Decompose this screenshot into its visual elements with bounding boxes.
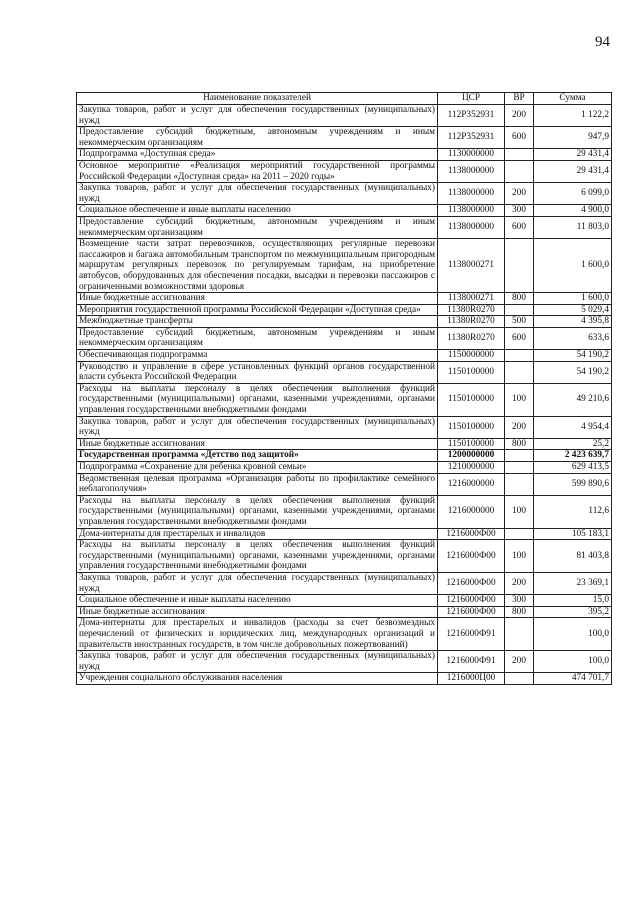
row-vr — [505, 473, 534, 495]
row-name: Государственная программа «Детство под защитой» — [77, 450, 438, 462]
row-csr: 112P352931 — [438, 105, 505, 127]
row-sum: 629 413,5 — [534, 462, 612, 474]
row-vr: 600 — [505, 216, 534, 238]
row-csr: 112P352931 — [438, 127, 505, 149]
table-row — [77, 105, 612, 127]
row-name: Расходы на выплаты персоналу в целях обеспечения выполнения функций государственными (муниципальными) органами, казенными учреждениями, органами управления государственными внебюджетными фондами — [77, 540, 438, 573]
row-csr: 1138000000 — [438, 160, 505, 182]
row-vr — [505, 149, 534, 161]
row-csr: 1130000000 — [438, 149, 505, 161]
table-row — [77, 205, 612, 217]
row-sum: 1 600,0 — [534, 239, 612, 293]
row-csr: 1150100000 — [438, 383, 505, 416]
row-sum: 15,0 — [534, 595, 612, 607]
table-row — [77, 293, 612, 305]
row-vr — [505, 350, 534, 362]
row-vr — [505, 239, 534, 293]
row-name: Расходы на выплаты персоналу в целях обеспечения выполнения функций государственными (муниципальными) органами, казенными учреждениями, органами управления государственными внебюджетными фондами — [77, 495, 438, 528]
table-header-row — [77, 93, 612, 105]
budget-table — [76, 92, 612, 685]
row-name: Предоставление субсидий бюджетным, автономным учреждениям и иным некоммерческим организациям — [77, 216, 438, 238]
table-row — [77, 673, 612, 685]
row-csr: 1216000Ф91 — [438, 618, 505, 651]
row-vr: 100 — [505, 495, 534, 528]
row-sum: 112,6 — [534, 495, 612, 528]
table-row — [77, 239, 612, 293]
header-name: Наименование показателей — [77, 93, 438, 105]
table-row — [77, 216, 612, 238]
table-row — [77, 473, 612, 495]
row-sum: 49 210,6 — [534, 383, 612, 416]
row-sum: 29 431,4 — [534, 160, 612, 182]
table-row — [77, 316, 612, 328]
row-vr: 500 — [505, 316, 534, 328]
table-row — [77, 595, 612, 607]
table-row — [77, 438, 612, 450]
row-name: Иные бюджетные ассигнования — [77, 438, 438, 450]
row-name: Предоставление субсидий бюджетным, автономным учреждениям и иным некоммерческим организациям — [77, 127, 438, 149]
row-sum: 100,0 — [534, 651, 612, 673]
table-row — [77, 327, 612, 349]
table-row — [77, 495, 612, 528]
row-sum: 947,9 — [534, 127, 612, 149]
row-sum: 4 954,4 — [534, 416, 612, 438]
row-vr: 200 — [505, 416, 534, 438]
row-name: Социальное обеспечение и иные выплаты населению — [77, 205, 438, 217]
row-name: Иные бюджетные ассигнования — [77, 606, 438, 618]
row-name: Социальное обеспечение и иные выплаты населению — [77, 595, 438, 607]
row-name: Закупка товаров, работ и услуг для обеспечения государственных (муниципальных) нужд — [77, 105, 438, 127]
row-vr: 300 — [505, 595, 534, 607]
row-name: Расходы на выплаты персоналу в целях обеспечения выполнения функций государственными (муниципальными) органами, казенными учреждениями, органами управления государственными внебюджетными фондами — [77, 383, 438, 416]
row-name: Обеспечивающая подпрограмма — [77, 350, 438, 362]
row-name: Дома-интернаты для престарелых и инвалидов (расходы за счет безвозмездных перечислений от физических и юридических лиц, международных организаций и правительств иностранных государств, в том числе добровольных пожертвований) — [77, 618, 438, 651]
table-body — [77, 105, 612, 685]
row-name: Руководство и управление в сфере установленных функций органов государственной власти субъекта Российской Федерации — [77, 361, 438, 383]
row-vr: 200 — [505, 105, 534, 127]
row-sum: 23 369,1 — [534, 572, 612, 594]
row-name: Ведомственная целевая программа «Организация работы по профилактике семейного неблагополучия» — [77, 473, 438, 495]
row-name: Мероприятия государственной программы Российской Федерации «Доступная среда» — [77, 304, 438, 316]
row-sum: 105 183,1 — [534, 528, 612, 540]
row-csr: 1216000Ф00 — [438, 606, 505, 618]
row-sum: 54 190,2 — [534, 361, 612, 383]
header-sum: Сумма — [534, 93, 612, 105]
row-csr: 1216000Ф91 — [438, 651, 505, 673]
page-number: 94 — [595, 34, 610, 50]
row-csr: 1150100000 — [438, 361, 505, 383]
row-csr: 1216000Ф00 — [438, 595, 505, 607]
row-vr: 800 — [505, 606, 534, 618]
row-csr: 1210000000 — [438, 462, 505, 474]
row-csr: 11380R0270 — [438, 316, 505, 328]
row-sum: 25,2 — [534, 438, 612, 450]
row-csr: 11380R0270 — [438, 327, 505, 349]
row-vr: 100 — [505, 540, 534, 573]
row-vr — [505, 673, 534, 685]
row-name: Межбюджетные трансферты — [77, 316, 438, 328]
table-row — [77, 606, 612, 618]
header-vr: ВР — [505, 93, 534, 105]
row-sum: 599 890,6 — [534, 473, 612, 495]
row-vr: 600 — [505, 127, 534, 149]
row-csr: 1150100000 — [438, 438, 505, 450]
table-row — [77, 416, 612, 438]
row-name: Подпрограмма «Доступная среда» — [77, 149, 438, 161]
table-row — [77, 462, 612, 474]
row-csr: 1216000Ф00 — [438, 572, 505, 594]
table-row — [77, 350, 612, 362]
row-sum: 2 423 639,7 — [534, 450, 612, 462]
row-sum: 29 431,4 — [534, 149, 612, 161]
row-vr: 300 — [505, 205, 534, 217]
row-csr: 1200000000 — [438, 450, 505, 462]
table-row — [77, 149, 612, 161]
table-row — [77, 183, 612, 205]
row-csr: 1216000000 — [438, 473, 505, 495]
table-row — [77, 572, 612, 594]
row-vr: 800 — [505, 438, 534, 450]
row-vr — [505, 160, 534, 182]
row-csr: 1138000000 — [438, 183, 505, 205]
row-csr: 1216000Ц00 — [438, 673, 505, 685]
row-csr: 1216000000 — [438, 495, 505, 528]
table-row — [77, 160, 612, 182]
row-csr: 1216000Ф00 — [438, 528, 505, 540]
row-name: Подпрограмма «Сохранение для ребенка кровной семьи» — [77, 462, 438, 474]
row-vr — [505, 361, 534, 383]
row-sum: 100,0 — [534, 618, 612, 651]
row-sum: 54 190,2 — [534, 350, 612, 362]
row-sum: 5 029,4 — [534, 304, 612, 316]
row-name: Закупка товаров, работ и услуг для обеспечения государственных (муниципальных) нужд — [77, 651, 438, 673]
row-sum: 6 099,0 — [534, 183, 612, 205]
row-vr — [505, 462, 534, 474]
header-csr: ЦСР — [438, 93, 505, 105]
table-row — [77, 127, 612, 149]
row-name: Предоставление субсидий бюджетным, автономным учреждениям и иным некоммерческим организациям — [77, 327, 438, 349]
table-row — [77, 651, 612, 673]
table-row — [77, 383, 612, 416]
row-csr: 1138000271 — [438, 293, 505, 305]
row-csr: 1216000Ф00 — [438, 540, 505, 573]
row-vr — [505, 618, 534, 651]
row-sum: 81 403,8 — [534, 540, 612, 573]
row-csr: 1138000271 — [438, 239, 505, 293]
table-row — [77, 618, 612, 651]
row-sum: 4 395,8 — [534, 316, 612, 328]
table-row — [77, 528, 612, 540]
row-sum: 11 803,0 — [534, 216, 612, 238]
row-vr: 100 — [505, 383, 534, 416]
row-csr: 1138000000 — [438, 216, 505, 238]
table-row — [77, 361, 612, 383]
row-name: Закупка товаров, работ и услуг для обеспечения государственных (муниципальных) нужд — [77, 183, 438, 205]
row-name: Учреждения социального обслуживания населения — [77, 673, 438, 685]
row-name: Закупка товаров, работ и услуг для обеспечения государственных (муниципальных) нужд — [77, 572, 438, 594]
row-vr: 200 — [505, 651, 534, 673]
row-sum: 474 701,7 — [534, 673, 612, 685]
table-row — [77, 540, 612, 573]
row-name: Закупка товаров, работ и услуг для обеспечения государственных (муниципальных) нужд — [77, 416, 438, 438]
row-vr: 600 — [505, 327, 534, 349]
row-name: Иные бюджетные ассигнования — [77, 293, 438, 305]
row-sum: 633,6 — [534, 327, 612, 349]
row-vr — [505, 528, 534, 540]
row-vr — [505, 450, 534, 462]
row-vr: 200 — [505, 572, 534, 594]
row-sum: 1 122,2 — [534, 105, 612, 127]
row-sum: 1 600,0 — [534, 293, 612, 305]
row-name: Основное мероприятие «Реализация мероприятий государственной программы Российской Федерации «Доступная среда» на 2011 – 2020 годы» — [77, 160, 438, 182]
row-name: Возмещение части затрат перевозчиков, осуществляющих регулярные перевозки пассажиров и багажа автомобильным транспортом по межмуниципальным пригородным маршрутам регулярных перевозок по регулируемым тарифам, на приобретение автобусов, оборудованных для обеспечения посадки, высадки и перевозки пассажиров с ограниченными возможностями здоровья — [77, 239, 438, 293]
row-csr: 1150000000 — [438, 350, 505, 362]
table-row — [77, 450, 612, 462]
row-csr: 1150100000 — [438, 416, 505, 438]
row-csr: 11380R0270 — [438, 304, 505, 316]
row-sum: 4 900,0 — [534, 205, 612, 217]
row-csr: 1138000000 — [438, 205, 505, 217]
row-vr: 200 — [505, 183, 534, 205]
row-vr — [505, 304, 534, 316]
row-sum: 395,2 — [534, 606, 612, 618]
row-vr: 800 — [505, 293, 534, 305]
table-row — [77, 304, 612, 316]
row-name: Дома-интернаты для престарелых и инвалидов — [77, 528, 438, 540]
